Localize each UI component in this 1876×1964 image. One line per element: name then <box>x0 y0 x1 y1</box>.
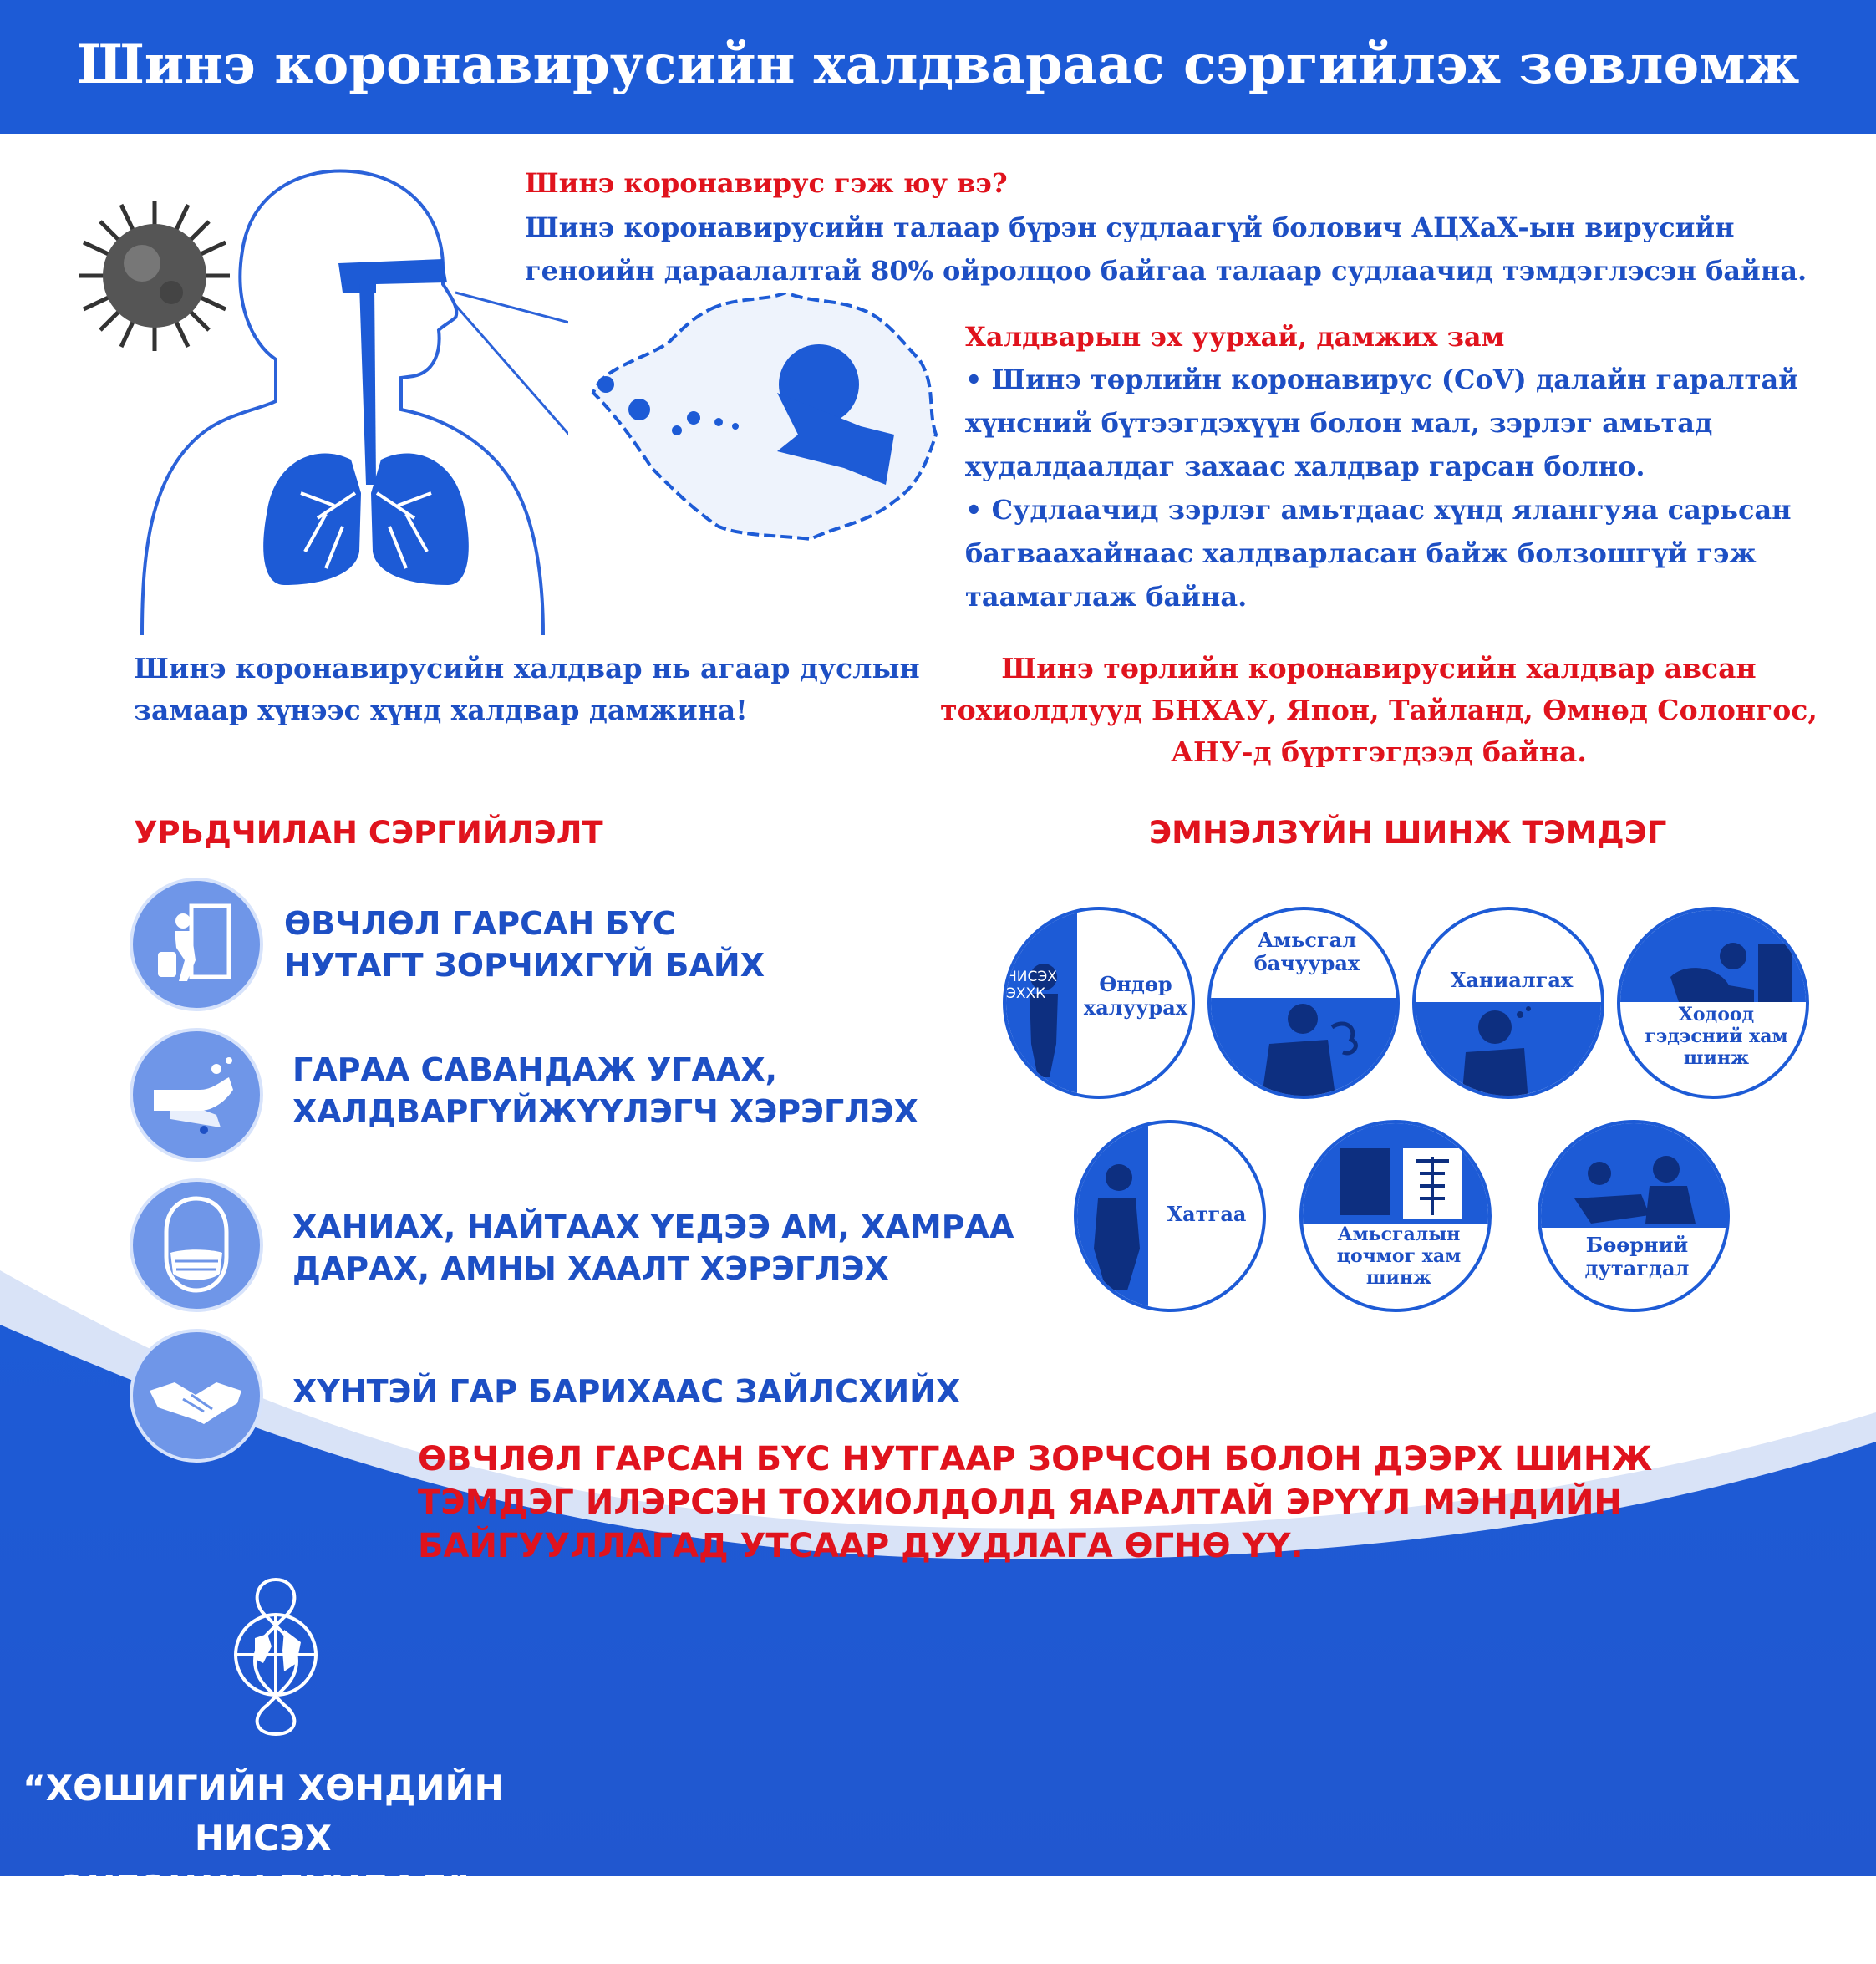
source-line: • Шинэ төрлийн коронавирус (CoV) далайн гаралтай <box>965 364 1798 395</box>
organization-name <box>0 1763 526 1964</box>
organization-logo <box>217 1571 334 1738</box>
prevention-title: УРЬДЧИЛАН СЭРГИЙЛЭЛТ <box>134 815 603 851</box>
prevention-line: ДАРАХ, АМНЫ ХААЛТ ХЭРЭГЛЭХ <box>292 1250 889 1287</box>
cough-spread-illustration <box>568 293 944 543</box>
source-line: багваахайнаас халдварласан байж болзошгүй гэж <box>965 537 1757 569</box>
symptom-cough <box>1412 907 1604 1099</box>
fever-overlay-text: НИСЭХ ЭХХК <box>1006 969 1057 1002</box>
warning-line: ӨВЧЛӨЛ ГАРСАН БҮС НУТГААР ЗОРЧСОН БОЛОН ДЭЭРХ ШИНЖ <box>418 1440 1653 1478</box>
source-title: Халдварын эх уурхай, дамжих зам <box>965 321 1505 353</box>
cough-icon <box>1416 910 1604 1099</box>
prevention-item-2 <box>292 1049 918 1132</box>
prevention-line: НУТАГТ ЗОРЧИХГҮЙ БАЙХ <box>284 947 765 984</box>
emergency-warning <box>418 1437 1652 1568</box>
symptom-label: Бөөрний дутагдал <box>1584 1233 1690 1280</box>
symptom-stomach <box>1617 907 1809 1099</box>
symptom-label: Амьсгал бачуурах <box>1253 928 1360 975</box>
symptom-breath <box>1207 907 1400 1099</box>
symptom-label: Ханиалгах <box>1450 968 1574 992</box>
prevention-item-4 <box>292 1371 960 1412</box>
question-body <box>525 206 1807 293</box>
page-title: Шинэ коронавирусийн халдвараас сэргийлэх зөвлөмж <box>76 33 1800 96</box>
prevention-item-1 <box>284 903 765 986</box>
kidney-icon <box>1541 1123 1730 1312</box>
organization-line: “ХӨШИГИЙН ХӨНДИЙН НИСЭХ <box>23 1768 504 1859</box>
symptom-kidney <box>1538 1120 1730 1312</box>
countries-note: Шинэ төрлийн коронавирусийн халдвар авсан тохиолдлууд БНХАУ, Япон, Тайланд, Өмнөд Солонгос, АНУ-д бүртгэгдээд байна. <box>940 652 1818 768</box>
prevention-item-3 <box>292 1206 1014 1290</box>
spread-line: Шинэ коронавирусийн халдвар нь агаар дуслын <box>134 652 920 684</box>
breath-icon <box>1211 910 1400 1099</box>
spread-line: замаар хүнээс хүнд халдвар дамжина! <box>134 694 748 726</box>
symptom-fever <box>1003 907 1195 1099</box>
question-line: Шинэ коронавирусийн талаар бүрэн судлаагүй болович АЦХаХ-ын вирусийн <box>525 211 1735 243</box>
prevention-line: ХАЛДВАРГҮЙЖҮҮЛЭГЧ ХЭРЭГЛЭХ <box>292 1093 918 1130</box>
warning-line: ТЭМДЭГ ИЛЭРСЭН ТОХИОЛДОЛД ЯАРАЛТАЙ ЭРҮҮЛ МЭНДИЙН <box>418 1483 1622 1522</box>
symptom-label: Амьсгалын цочмог хам шинж <box>1336 1224 1462 1289</box>
source-line: таамаглаж байна. <box>965 581 1248 613</box>
handshake-icon <box>130 1329 263 1463</box>
symptoms-title: ЭМНЭЛЗҮЙН ШИНЖ ТЭМДЭГ <box>1149 815 1667 851</box>
warning-line: БАЙГУУЛЛАГАД УТСААР ДУУДЛАГА ӨГНӨ ҮҮ. <box>418 1527 1304 1565</box>
question-line: геноийн дараалалтай 80% ойролцоо байгаа талаар судлаачид тэмдэглэсэн байна. <box>525 255 1807 287</box>
symptom-label: Хатгаа <box>1167 1202 1247 1226</box>
prevention-line: ХАНИАХ, НАЙТААХ ҮЕДЭЭ АМ, ХАМРАА <box>292 1208 1014 1245</box>
fever-icon <box>1006 910 1081 1099</box>
source-line: • Судлаачид зэрлэг амьтдаас хүнд ялангуяа сарьсан <box>965 494 1792 526</box>
travel-icon <box>130 878 263 1011</box>
prevention-line: ГАРАА САВАНДАЖ УГААХ, <box>292 1051 778 1088</box>
source-line: худалдаалдаг захаас халдвар гарсан болно. <box>965 450 1645 482</box>
handwash-icon <box>130 1028 263 1162</box>
symptom-label: Ходоод гэдэсний хам шинж <box>1645 1004 1788 1069</box>
symptom-respiratory <box>1299 1120 1492 1312</box>
respiratory-illustration <box>125 159 568 644</box>
symptom-label: Өндөр халуурах <box>1083 972 1188 1020</box>
symptom-diarrhea <box>1074 1120 1266 1312</box>
prevention-line: ХҮНТЭЙ ГАР БАРИХААС ЗАЙЛСХИЙХ <box>292 1373 961 1410</box>
question-title: Шинэ коронавирус гэж юу вэ? <box>525 167 1008 199</box>
prevention-line: ӨВЧЛӨЛ ГАРСАН БҮС <box>284 905 676 942</box>
source-body <box>965 358 1798 618</box>
diarrhea-icon <box>1077 1123 1152 1312</box>
mask-icon <box>130 1178 263 1312</box>
organization-line: ОНГОЦНЫ БУУДАЛ” ТӨХХК <box>56 1868 470 1959</box>
source-line: хүнсний бүтээгдэхүүн болон мал, зэрлэг амьтад <box>965 407 1713 439</box>
spread-note <box>134 648 920 731</box>
